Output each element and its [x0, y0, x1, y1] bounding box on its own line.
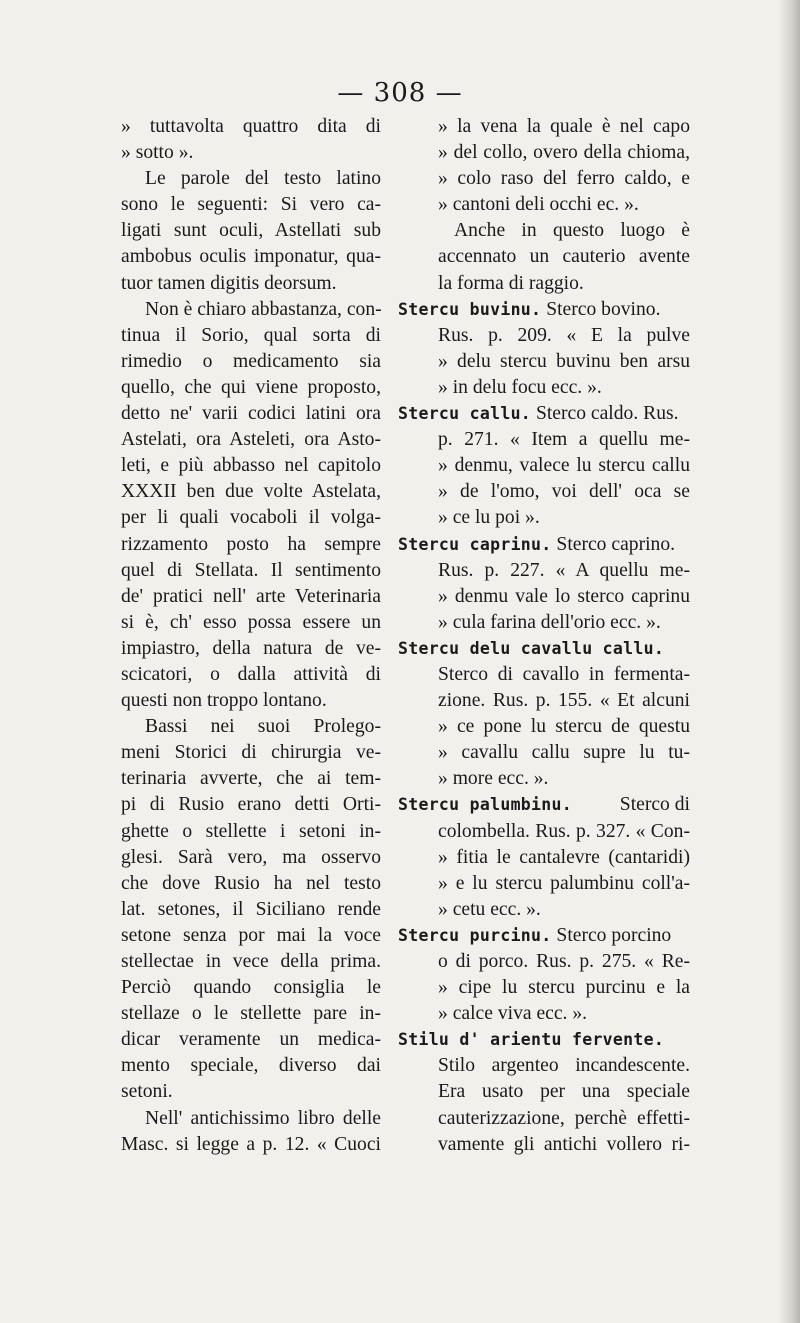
entry-line — [398, 636, 690, 662]
entry-line — [398, 401, 690, 427]
text-line: Perciò quando consiglia le — [121, 977, 381, 999]
text-line: Anche in questo luogo è — [454, 220, 690, 242]
text-line: dicar veramente un medica- — [121, 1029, 381, 1051]
text-line: Non è chiaro abbastanza, con- — [145, 298, 382, 320]
text-line: ambobus oculis imponatur, qua- — [121, 246, 381, 268]
text-line: Rus. p. 227. « A quellu me- — [438, 559, 690, 581]
text-line: » sotto ». — [121, 142, 194, 164]
text-line: Bassi nei suoi Prolego- — [145, 716, 381, 738]
text-line: quel di Stellata. Il sentimento — [121, 559, 381, 581]
text-line: stellectae in vece della prima. — [121, 951, 381, 972]
text-line: » colo raso del ferro caldo, e — [438, 168, 690, 190]
text-line: ligati sunt oculi, Astellati sub — [121, 220, 381, 242]
text-line: colombella. Rus. p. 327. « Con- — [438, 820, 690, 842]
text-line: accennato un cauterio avente — [438, 246, 690, 268]
text-line: setoni. — [121, 1081, 173, 1103]
text-line: meni Storici di chirurgia ve- — [121, 742, 381, 764]
text-line: questi non troppo lontano. — [121, 690, 327, 712]
text-line: pi di Rusio erano detti Orti- — [121, 794, 381, 816]
text-line: tuor tamen digitis deorsum. — [121, 272, 337, 294]
entry-term: Stilu d' arientu fervente. — [398, 1030, 665, 1050]
text-line: p. 271. « Item a quellu me- — [438, 429, 690, 451]
text-line: per li quali vocaboli il volga- — [121, 507, 381, 529]
text-line: » in delu focu ecc. ». — [438, 376, 602, 398]
text-line: sono le seguenti: Si vero ca- — [121, 194, 381, 216]
text-line: » de l'omo, voi dell' oca se — [438, 481, 690, 503]
text-line: terinaria avverte, che ai tem- — [121, 768, 381, 790]
text-line: » denmu, valece lu stercu callu — [438, 455, 690, 477]
entry-line — [398, 923, 690, 949]
right-column — [398, 114, 690, 1158]
entry-term: Stercu callu. — [398, 404, 532, 424]
text-line: » cantoni deli occhi ec. ». — [438, 194, 639, 216]
text-line: si è, ch' esso possa essere un — [121, 611, 381, 633]
text-line: glesi. Sarà vero, ma osservo — [121, 846, 381, 868]
entry-gloss: Sterco porcino — [556, 924, 672, 946]
text-line: mento speciale, diverso dai — [121, 1055, 381, 1077]
page-edge-shadow — [778, 0, 800, 1323]
text-line: tinua il Sorio, qual sorta di — [121, 324, 381, 346]
text-line: vamente gli antichi vollero ri- — [438, 1133, 690, 1155]
text-line: zione. Rus. p. 155. « Et alcuni — [438, 690, 690, 712]
text-line: XXXII ben due volte Astelata, — [121, 481, 381, 503]
text-line: » la vena la quale è nel capo — [438, 116, 690, 137]
text-line: » calce viva ecc. ». — [438, 1003, 588, 1025]
text-line: setone senza por mai la voce — [121, 924, 381, 946]
text-line: » e lu stercu palumbinu coll'a- — [438, 872, 690, 894]
text-line: ghette o stellette i setoni in- — [121, 820, 381, 842]
text-line: » tuttavolta quattro dita di — [121, 116, 381, 137]
text-line: de' pratici nell' arte Veterinaria — [121, 585, 381, 607]
text-line: impiastro, della natura de ve- — [121, 637, 381, 659]
text-line: » denmu vale lo sterco caprinu — [438, 585, 690, 607]
text-line: Masc. si legge a p. 12. « Cuoci — [121, 1133, 381, 1155]
left-column — [121, 114, 381, 1158]
entry-gloss: Sterco caprino. — [556, 533, 676, 555]
entry-term: Stercu palumbinu. — [398, 795, 572, 815]
text-line: o di porco. Rus. p. 275. « Re- — [438, 951, 690, 972]
text-line: la forma di raggio. — [438, 272, 584, 294]
text-line: » ce lu poi ». — [438, 507, 540, 529]
text-line: quello, che qui viene proposto, — [121, 376, 381, 398]
text-line: » ce pone lu stercu de questu — [438, 716, 690, 738]
text-line: leti, e più abbasso nel capitolo — [121, 455, 381, 477]
text-line: » cavallu callu supre lu tu- — [438, 742, 690, 764]
text-line: » cula farina dell'orio ecc. ». — [438, 611, 661, 633]
entry-term: Stercu delu cavallu callu. — [398, 638, 665, 658]
entry-term: Stercu caprinu. — [398, 534, 552, 554]
text-line: scicatori, o dalla attività di — [121, 663, 381, 685]
text-line: » cetu ecc. ». — [438, 898, 541, 920]
text-line: » delu stercu buvinu ben arsu — [438, 350, 690, 372]
entry-line — [398, 792, 690, 818]
text-line: Nell' antichissimo libro delle — [145, 1107, 381, 1129]
text-line: che dove Rusio ha nel testo — [121, 872, 381, 894]
entry-gloss: Sterco di — [619, 794, 690, 816]
text-line: » del collo, overo della chioma, — [438, 142, 690, 164]
text-line: cauterizzazione, perchè effetti- — [438, 1107, 690, 1129]
text-line: Rus. p. 209. « E la pulve — [438, 324, 690, 346]
text-line: » cipe lu stercu purcinu e la — [438, 977, 690, 999]
text-line: Era usato per una speciale — [438, 1081, 690, 1103]
text-line: rimedio o medicamento sia — [121, 350, 381, 372]
text-line: » fitia le cantalevre (cantaridi) — [438, 846, 690, 868]
entry-line — [398, 297, 690, 323]
entry-term: Stercu buvinu. — [398, 299, 542, 319]
entry-line — [398, 1027, 690, 1053]
entry-line — [398, 532, 690, 558]
text-line: lat. setones, il Siciliano rende — [121, 898, 381, 920]
text-line: rizzamento posto ha sempre — [121, 533, 381, 555]
entry-term: Stercu purcinu. — [398, 925, 552, 945]
text-line: Astelati, ora Asteleti, ora Asto- — [121, 429, 381, 451]
entry-gloss: Sterco caldo. Rus. — [535, 403, 679, 425]
text-line: detto ne' varii codici latini ora — [121, 403, 381, 425]
entry-gloss: Sterco bovino. — [546, 298, 661, 320]
text-line: stellaze o le stellette pare in- — [121, 1003, 381, 1025]
text-line: Sterco di cavallo in fermenta- — [438, 663, 690, 685]
text-line: Le parole del testo latino — [145, 168, 381, 190]
text-line: Stilo argenteo incandescente. — [438, 1055, 690, 1077]
page-number: — 308 — — [337, 78, 463, 108]
text-line: » more ecc. ». — [438, 768, 549, 790]
